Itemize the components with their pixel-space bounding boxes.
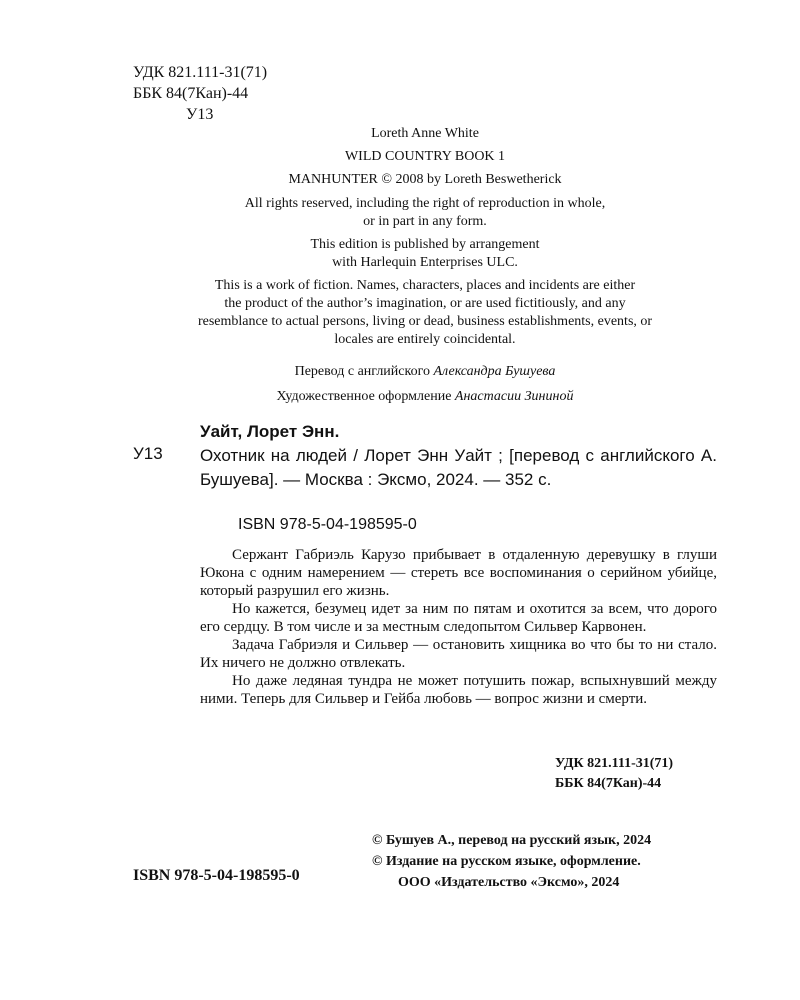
- copyright-block: [372, 830, 651, 893]
- design-credit: [130, 388, 720, 406]
- catalog-isbn: ISBN 978-5-04-198595-0: [238, 516, 417, 533]
- copyright-line-3: ООО «Издательство «Эксмо», 2024: [398, 875, 620, 890]
- annotation-paragraph: Но кажется, безумец идет за ним по пятам и охотится за всем, что дорого его сердцу. В том числе и за местным следопытом Сильвер Карвонен.: [200, 601, 717, 635]
- copyright-line-2: © Издание на русском языке, оформление.: [372, 854, 641, 869]
- translation-label: Перевод с английского: [294, 364, 434, 379]
- translator-name: Александра Бушуева: [433, 364, 556, 379]
- designer-name: Анастасии Зининой: [454, 389, 574, 404]
- footer-bbk: ББК 84(7Кан)-44: [555, 776, 662, 791]
- footer-codes: [555, 754, 673, 794]
- original-copyright: MANHUNTER © 2008 by Loreth Beswetherick: [288, 172, 562, 187]
- annotation: [200, 546, 717, 708]
- design-label: Художественное оформление: [276, 389, 455, 404]
- udk-code: УДК 821.111-31(71): [133, 64, 268, 81]
- annotation-paragraph: Но даже ледяная тундра не может потушить пожар, вспыхнувший между ними. Теперь для Сильвер и Гейба любовь — вопрос жизни и смерти.: [200, 673, 717, 707]
- bbk-code: ББК 84(7Кан)-44: [133, 85, 249, 102]
- fiction-line-2: the product of the author’s imagination, or are used fictitiously, and any: [224, 296, 626, 311]
- edition-line-1: This edition is published by arrangement: [310, 237, 540, 252]
- original-credits: [130, 125, 720, 406]
- classification-codes: [133, 62, 267, 125]
- copyright-line-1: © Бушуев А., перевод на русский язык, 2024: [372, 833, 652, 848]
- translation-credit: [130, 363, 720, 381]
- annotation-paragraph: Задача Габриэля и Сильвер — остановить хищника во что бы то ни стало. Их ничего не должно отвлекать.: [200, 637, 717, 671]
- rights-line-2: or in part in any form.: [363, 214, 487, 229]
- footer-isbn: ISBN 978-5-04-198595-0: [133, 867, 300, 884]
- catalog-author: Уайт, Лорет Энн.: [200, 422, 340, 441]
- fiction-line-1: This is a work of fiction. Names, characters, places and incidents are either: [214, 278, 636, 293]
- original-author: Loreth Anne White: [371, 126, 479, 141]
- fiction-line-3: resemblance to actual persons, living or dead, business establishments, events, or: [197, 314, 653, 329]
- author-mark: У13: [186, 106, 214, 123]
- annotation-paragraph: Сержант Габриэль Карузо прибывает в отдаленную деревушку в глуши Юкона с одним намерением — стереть все воспоминания о серийном убийце, который разрушил его жизнь.: [200, 547, 717, 599]
- footer-udk: УДК 821.111-31(71): [555, 756, 674, 771]
- edition-line-2: with Harlequin Enterprises ULC.: [332, 255, 518, 270]
- fiction-line-4: locales are entirely coincidental.: [334, 332, 516, 347]
- catalog-mark: У13: [133, 444, 163, 463]
- rights-line-1: All rights reserved, including the right of reproduction in whole,: [244, 196, 606, 211]
- catalog-description: Охотник на людей / Лорет Энн Уайт ; [перевод с английского А. Бушуева]. — Москва : Эксмо, 2024. — 352 с.: [200, 446, 717, 489]
- series-title: WILD COUNTRY BOOK 1: [344, 149, 506, 164]
